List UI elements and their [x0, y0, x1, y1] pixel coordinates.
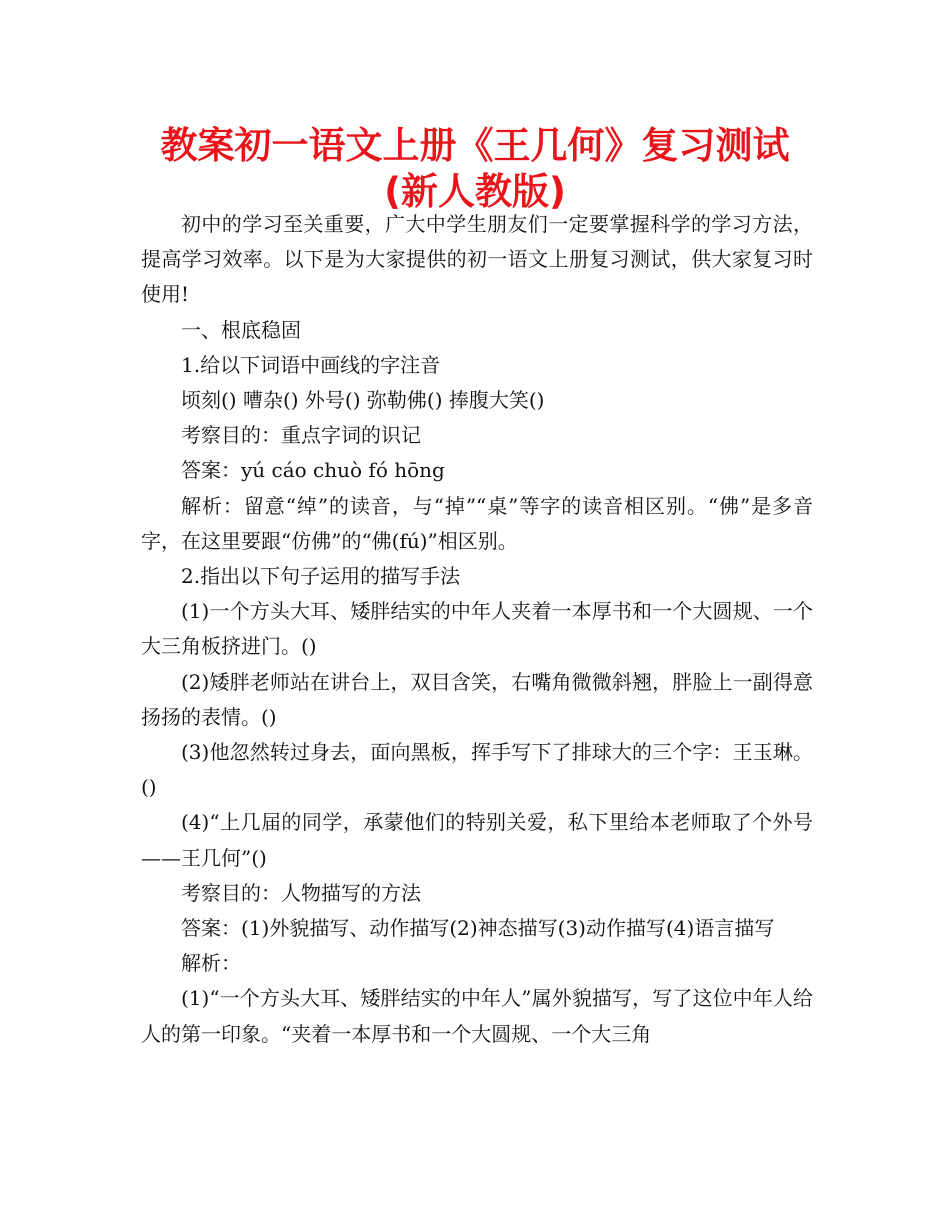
question-2-item-3: (3)他忽然转过身去，面向黑板，挥手写下了排球大的三个字：王玉琳。() [141, 740, 813, 800]
question-2-item-2: (2)矮胖老师站在讲台上，双目含笑，右嘴角微微斜翘，胖脸上一副得意扬扬的表情。() [141, 669, 813, 729]
document-body [141, 207, 813, 1052]
question-2-item-4: (4)“上几届的同学，承蒙他们的特别关爱，私下里给本老师取了个外号——王几何”() [141, 810, 813, 870]
question-1-analysis: 解析：留意“绰”的读音，与“掉”“桌”等字的读音相区别。“佛”是多音字，在这里要跟“仿佛”的“佛(fú)”相区别。 [141, 493, 813, 553]
section-heading: 一、根底稳固 [181, 317, 301, 342]
question-2-analysis-1: (1)“一个方头大耳、矮胖结实的中年人”属外貌描写，写了这位中年人给人的第一印象。“夹着一本厚书和一个大圆规、一个大三角 [141, 986, 813, 1046]
question-1-answer: 答案：yú cáo chuò fó hōng [181, 458, 445, 483]
question-1: 1.给以下词语中画线的字注音 [181, 352, 441, 377]
question-2-answer: 答案：(1)外貌描写、动作描写(2)神态描写(3)动作描写(4)语言描写 [181, 916, 775, 941]
question-2-analysis-label: 解析： [181, 951, 241, 976]
question-2: 2.指出以下句子运用的描写手法 [181, 564, 461, 589]
document-title-line-2: (新人教版) [384, 170, 566, 213]
question-2-item-1: (1)一个方头大耳、矮胖结实的中年人夹着一本厚书和一个大圆规、一个大三角板挤进门。() [141, 599, 813, 659]
question-1-words: 顷刻() 嘈杂() 外号() 弥勒佛() 捧腹大笑() [181, 388, 545, 413]
paragraph-intro: 初中的学习至关重要，广大中学生朋友们一定要掌握科学的学习方法，提高学习效率。以下是为大家提供的初一语文上册复习测试，供大家复习时使用! [141, 212, 813, 307]
question-1-purpose: 考察目的：重点字词的识记 [181, 423, 421, 448]
document-title-line-1: 教案初一语文上册《王几何》复习测试 [160, 124, 790, 167]
question-2-purpose: 考察目的：人物描写的方法 [181, 880, 421, 905]
